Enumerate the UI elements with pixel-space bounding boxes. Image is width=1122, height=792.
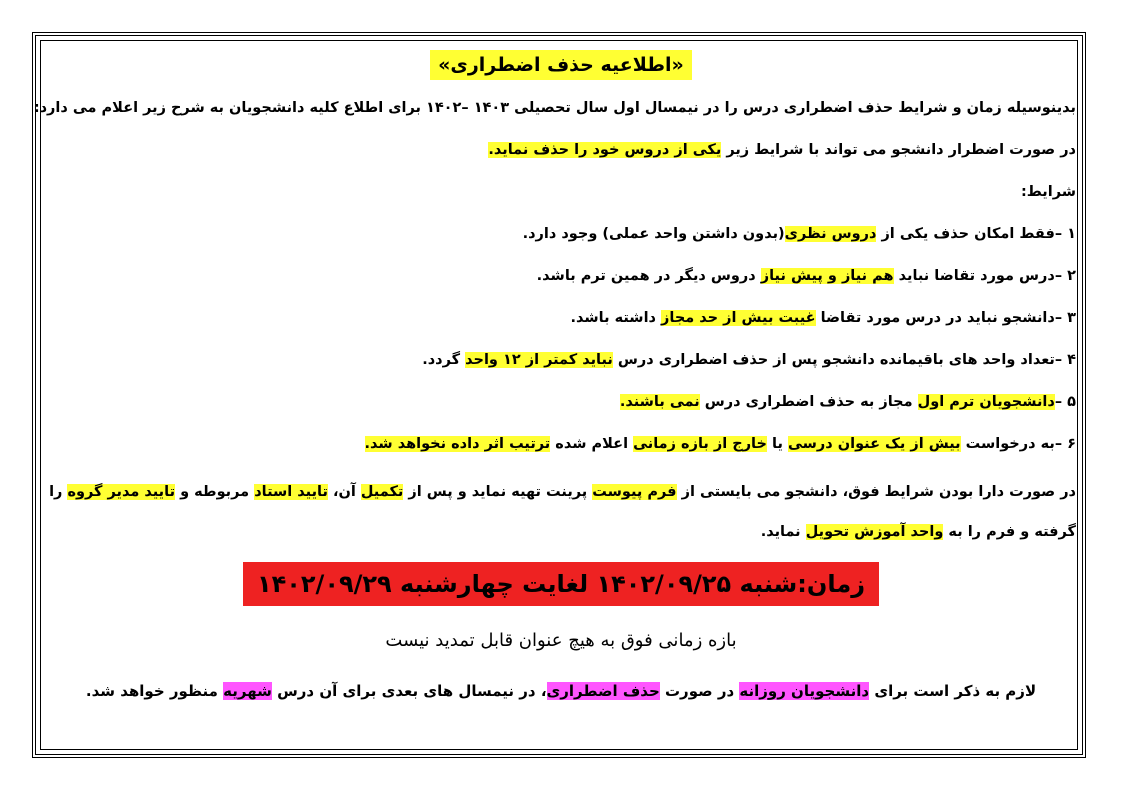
procedure-text: پرینت تهیه نماید و پس از: [403, 484, 593, 500]
condition-text: ۱ –فقط امکان حذف یکی از: [876, 226, 1076, 242]
procedure-text: در صورت دارا بودن شرایط فوق، دانشجو می بایستی از: [676, 484, 1076, 500]
condition-text: گردد.: [422, 352, 466, 368]
condition-text: ۶ –به درخواست: [960, 436, 1076, 452]
footer-highlight: شهریه: [223, 682, 272, 700]
footer-text: ، در نیمسال های بعدی برای آن درس: [271, 682, 547, 700]
condition-text: ۵ –: [1054, 394, 1076, 410]
condition-highlight: ترتیب اثر داده نخواهد شد.: [364, 436, 551, 452]
condition-highlight: دانشجویان ترم اول: [917, 394, 1055, 410]
condition-4: [46, 346, 1076, 388]
footer-text: لازم به ذکر است برای: [869, 682, 1037, 700]
condition-highlight: دروس نظری: [784, 226, 877, 242]
procedure-text: را گرفته و فرم را به: [49, 484, 1076, 540]
condition-2: [46, 262, 1076, 304]
intro-text: بدینوسیله زمان و شرایط حذف اضطراری درس را در نیمسال اول سال تحصیلی ۱۴۰۳ –۱۴۰۲ برای اطلاع کلیه دانشجویان به شرح زیر اعلام می دارد:: [33, 100, 1076, 116]
condition-text: ۳ –دانشجو نباید در درس مورد تقاضا: [815, 310, 1076, 326]
footer-highlight: دانشجویان روزانه: [739, 682, 870, 700]
condition-text: دروس دیگر در همین ترم باشد.: [536, 268, 761, 284]
procedure-paragraph: [46, 472, 1076, 552]
condition-highlight: خارج از بازه زمانی: [633, 436, 767, 452]
procedure-highlight: تایید استاد: [254, 484, 328, 500]
procedure-highlight: تایید مدیر گروه: [67, 484, 176, 500]
condition-highlight: نمی باشند.: [619, 394, 700, 410]
footer-note: [46, 682, 1076, 700]
procedure-text: آن،: [327, 484, 361, 500]
footer-highlight: حذف اضطراری: [546, 682, 660, 700]
condition-highlight: هم نیاز و پیش نیاز: [760, 268, 894, 284]
procedure-highlight: واحد آموزش تحویل: [805, 524, 944, 540]
condition-highlight: بیش از یک عنوان درسی: [787, 436, 961, 452]
time-row: [46, 562, 1076, 618]
conditions-label: شرایط:: [1020, 184, 1076, 200]
condition-5: [46, 388, 1076, 430]
procedure-highlight: فرم پیوست: [592, 484, 677, 500]
condition-text: داشته باشد.: [570, 310, 662, 326]
condition-text: مجاز به حذف اضطراری درس: [699, 394, 918, 410]
title-row: [46, 50, 1076, 94]
condition-3: [46, 304, 1076, 346]
condition-highlight: غیبت بیش از حد مجاز: [661, 310, 816, 326]
condition-text: (بدون داشتن واحد عملی) وجود دارد.: [522, 226, 785, 242]
emergency-pre: در صورت اضطرار دانشجو می تواند با شرایط زیر: [721, 142, 1076, 158]
footer-text: در صورت: [659, 682, 740, 700]
announcement-title: «اطلاعیه حذف اضطراری»: [430, 50, 692, 80]
footer-text: منظور خواهد شد.: [85, 682, 224, 700]
emergency-line: [46, 136, 1076, 178]
condition-text: اعلام شده: [550, 436, 634, 452]
procedure-highlight: تکمیل: [360, 484, 404, 500]
procedure-text: مربوطه و: [175, 484, 255, 500]
time-banner: زمان:شنبه ۱۴۰۲/۰۹/۲۵ لغایت چهارشنبه ۱۴۰۲/۰۹/۲۹: [243, 562, 879, 606]
announcement: [33, 44, 1076, 754]
condition-highlight: نباید کمتر از ۱۲ واحد: [465, 352, 613, 368]
condition-text: یا: [766, 436, 788, 452]
emergency-highlight: یکی از دروس خود را حذف نماید.: [488, 142, 722, 158]
condition-text: ۴ –تعداد واحد های باقیمانده دانشجو پس از حذف اضطراری درس: [612, 352, 1076, 368]
procedure-text: نماید.: [760, 524, 806, 540]
condition-text: ۲ –درس مورد تقاضا نباید: [893, 268, 1076, 284]
condition-1: [46, 220, 1076, 262]
no-extension-notice: بازه زمانی فوق به هیچ عنوان قابل تمدید نیست: [385, 630, 737, 651]
condition-6: [46, 430, 1076, 472]
